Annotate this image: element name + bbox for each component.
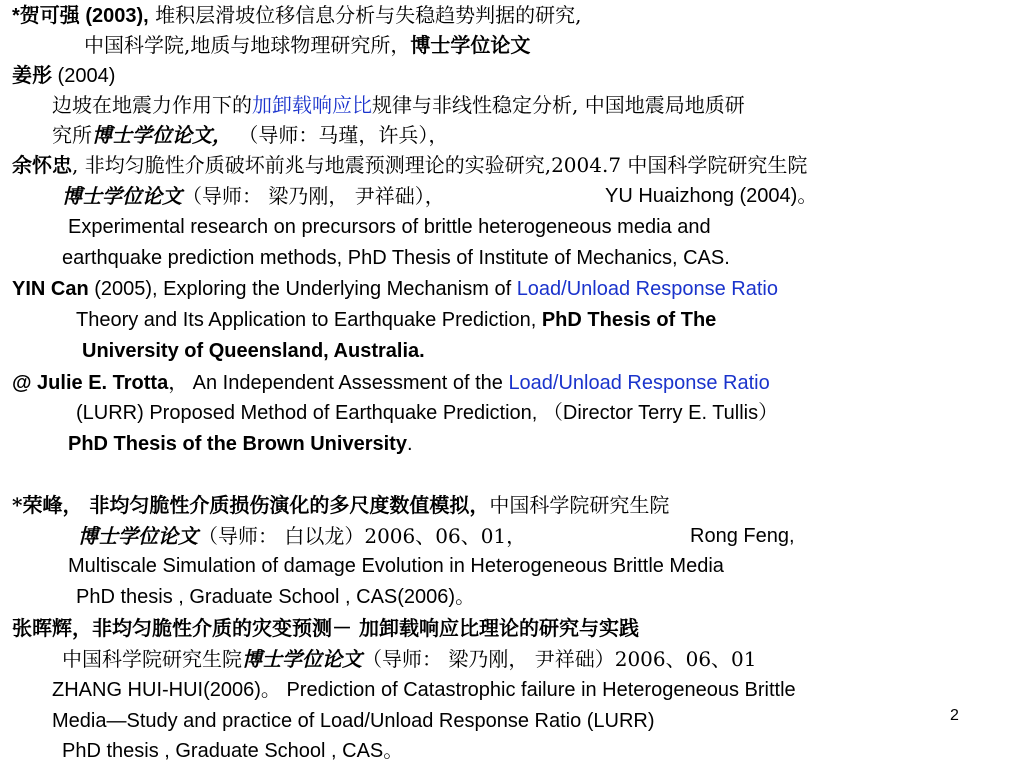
ref-yu-huaizhong-line3 bbox=[68, 212, 711, 242]
page-number: 2 bbox=[950, 707, 959, 724]
ref-zhang-huihui-line4 bbox=[52, 706, 655, 736]
author-name: 余怀忠 bbox=[12, 153, 72, 177]
ref-trotta-line2 bbox=[76, 398, 778, 428]
ref-zhang-huihui-line3 bbox=[52, 675, 796, 705]
institution: 中国科学院研究生院 bbox=[489, 493, 670, 517]
thesis-title: Theory and Its Application to Earthquake Prediction, bbox=[76, 309, 542, 331]
ref-jiang-tong-line2 bbox=[52, 90, 745, 120]
ref-rong-feng-line4 bbox=[76, 582, 475, 612]
advisor: （导师： 梁乃刚， 尹祥础）， bbox=[182, 184, 445, 208]
ref-he-keqiang-line2 bbox=[84, 30, 530, 60]
author-name: *贺可强 (2003), bbox=[12, 5, 149, 27]
degree-label: PhD Thesis of the Brown University bbox=[68, 433, 407, 455]
thesis-title: (2005), Exploring the Underlying Mechanism of bbox=[88, 278, 517, 300]
thesis-title: , 非均匀脆性介质破坏前兆与地震预测理论的实验研究,2004.7 中国科学院研究生院 bbox=[72, 153, 808, 177]
degree-label: 博士学位论文， bbox=[92, 123, 232, 147]
institution: 中国科学院,地质与地球物理研究所， bbox=[84, 33, 411, 57]
ref-yu-huaizhong-line1 bbox=[12, 150, 807, 180]
thesis-title-en: Experimental research on precursors of brittle heterogeneous media and bbox=[68, 216, 711, 238]
thesis-title-en: Multiscale Simulation of damage Evolution in Heterogeneous Brittle Media bbox=[68, 555, 724, 577]
ref-yu-huaizhong-line4 bbox=[62, 243, 730, 273]
institution: University of Queensland, Australia. bbox=[82, 340, 425, 362]
author-and-title: *荣峰， 非均匀脆性介质损伤演化的多尺度数值模拟， bbox=[12, 493, 490, 517]
ref-rong-feng-line3 bbox=[68, 551, 724, 581]
author-name: YIN Can bbox=[12, 278, 89, 300]
degree-label: 博士学位论文 bbox=[410, 33, 531, 57]
ref-he-keqiang-line1 bbox=[12, 0, 581, 30]
thesis-title-en: earthquake prediction methods, PhD Thesis of Institute of Mechanics, CAS. bbox=[62, 247, 730, 269]
title-part: 规律与非线性稳定分析, 中国地震局地质研 bbox=[372, 93, 745, 117]
author-name-en: Rong Feng, bbox=[690, 525, 795, 547]
author-name-en: YU Huaizhong (2004)。 bbox=[605, 185, 818, 207]
degree-label: PhD Thesis of The bbox=[541, 309, 717, 331]
ref-rong-feng-line2-en bbox=[690, 521, 795, 551]
ref-yin-can-line3 bbox=[82, 336, 425, 366]
ref-yu-huaizhong-line2 bbox=[62, 181, 445, 211]
title-part: 边坡在地震力作用下的 bbox=[52, 93, 252, 117]
ref-trotta-line3 bbox=[68, 429, 413, 459]
ref-trotta-line1 bbox=[12, 367, 770, 397]
institution: 究所 bbox=[52, 123, 92, 147]
degree-label: 博士学位论文 bbox=[62, 184, 182, 208]
ref-zhang-huihui-line5 bbox=[62, 736, 403, 766]
degree-label: 博士学位论文 bbox=[242, 647, 362, 671]
ref-yin-can-line2 bbox=[76, 305, 716, 335]
thesis-info-en: PhD thesis , Graduate School , CAS。 bbox=[62, 740, 404, 762]
ref-jiang-tong-line1 bbox=[12, 60, 115, 90]
thesis-title-en: ZHANG HUI-HUI(2006)。 Prediction of Catastrophic failure in Heterogeneous Brittle bbox=[52, 679, 796, 701]
ref-yu-huaizhong-line2-en bbox=[605, 181, 817, 211]
advisor: （导师：马瑾，许兵）， bbox=[232, 123, 449, 147]
ref-yin-can-line1 bbox=[12, 274, 778, 304]
thesis-info-en: PhD thesis , Graduate School , CAS(2006)。 bbox=[76, 586, 476, 608]
thesis-title: 堆积层滑坡位移信息分析与失稳趋势判据的研究, bbox=[148, 3, 582, 27]
advisor-date: （导师： 梁乃刚， 尹祥础）2006、06、01 bbox=[362, 647, 757, 671]
thesis-title: (LURR) Proposed Method of Earthquake Prediction, （Director Terry E. Tullis） bbox=[76, 402, 779, 424]
author-name: @ Julie E. Trotta bbox=[12, 372, 169, 394]
degree-label: 博士学位论文 bbox=[78, 524, 198, 548]
lurr-highlight: 加卸载响应比 bbox=[252, 93, 372, 117]
author-name: 姜彤 bbox=[12, 63, 52, 87]
thesis-title: An Independent Assessment of the bbox=[188, 372, 509, 394]
advisor-date: （导师： 白以龙）2006、06、01， bbox=[198, 524, 527, 548]
year: (2004) bbox=[52, 65, 116, 87]
ref-zhang-huihui-line2 bbox=[62, 644, 757, 674]
lurr-highlight: Load/Unload Response Ratio bbox=[516, 278, 778, 300]
separator: ， bbox=[168, 370, 189, 394]
institution: 中国科学院研究生院 bbox=[62, 647, 242, 671]
thesis-title-en: Media—Study and practice of Load/Unload Response Ratio (LURR) bbox=[52, 710, 655, 732]
author-and-title: 张晖辉，非均匀脆性介质的灾变预测－ 加卸载响应比理论的研究与实践 bbox=[12, 616, 639, 640]
ref-jiang-tong-line3 bbox=[52, 120, 448, 150]
ref-rong-feng-line1 bbox=[12, 490, 669, 520]
punctuation: . bbox=[406, 433, 413, 455]
ref-zhang-huihui-line1 bbox=[12, 613, 639, 643]
ref-rong-feng-line2 bbox=[78, 521, 526, 551]
lurr-highlight: Load/Unload Response Ratio bbox=[508, 372, 770, 394]
